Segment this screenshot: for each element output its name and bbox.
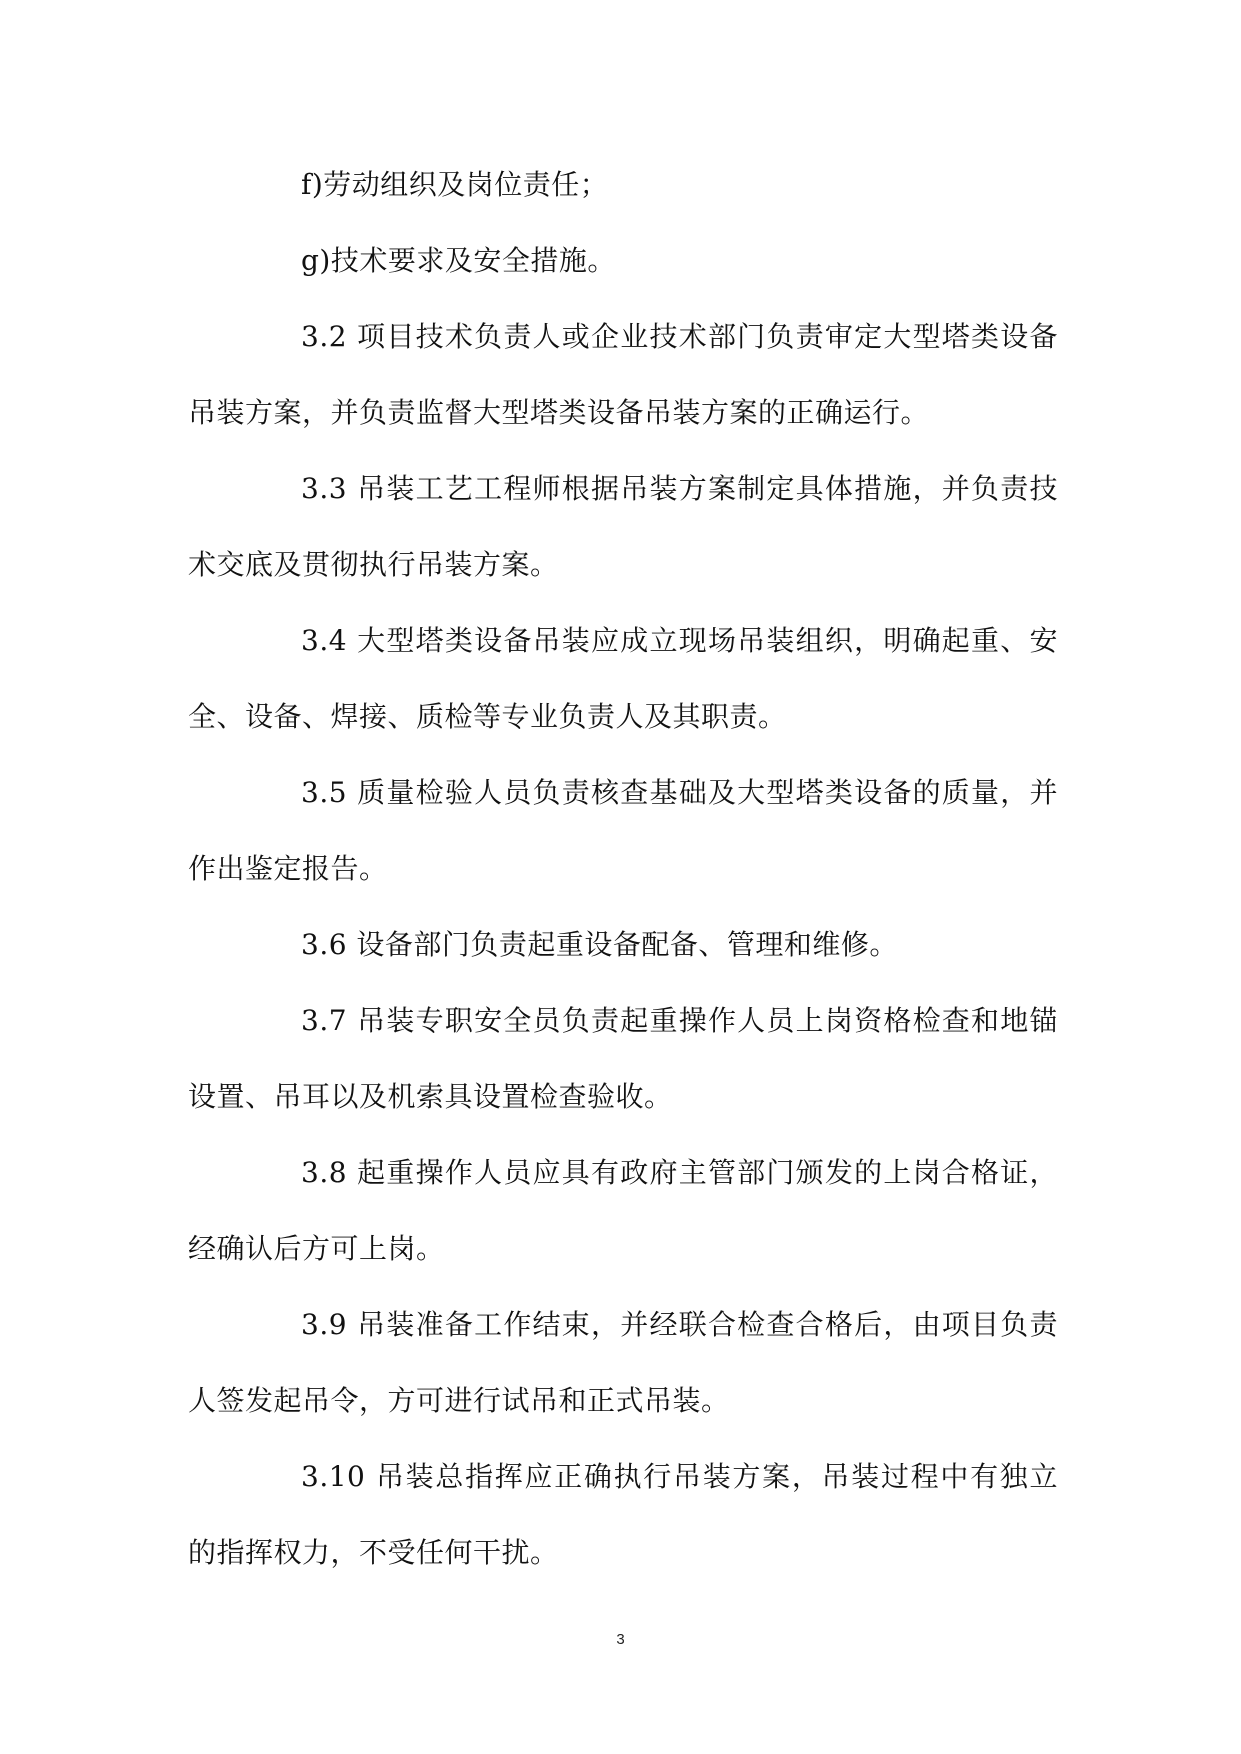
- paragraph-3-5: 3.5 质量检验人员负责核查基础及大型塔类设备的质量，并作出鉴定报告。: [188, 776, 1058, 885]
- paragraph-3-9: 3.9 吊装准备工作结束，并经联合检查合格后，由项目负责人签发起吊令，方可进行试吊和正式吊装。: [188, 1308, 1058, 1417]
- paragraph-3-10: 3.10 吊装总指挥应正确执行吊装方案，吊装过程中有独立的指挥权力，不受任何干扰。: [188, 1460, 1058, 1569]
- document-body: [188, 147, 1058, 1591]
- paragraph-f-labor-organization: f)劳动组织及岗位责任；: [301, 168, 609, 201]
- page-number: 3: [616, 1631, 625, 1648]
- paragraph-3-2: 3.2 项目技术负责人或企业技术部门负责审定大型塔类设备吊装方案，并负责监督大型塔类设备吊装方案的正确运行。: [188, 320, 1058, 429]
- paragraph-3-3: 3.3 吊装工艺工程师根据吊装方案制定具体措施，并负责技术交底及贯彻执行吊装方案。: [188, 472, 1058, 581]
- paragraph-3-4: 3.4 大型塔类设备吊装应成立现场吊装组织，明确起重、安全、设备、焊接、质检等专业负责人及其职责。: [188, 624, 1058, 733]
- paragraph-3-6: 3.6 设备部门负责起重设备配备、管理和维修。: [301, 928, 898, 961]
- paragraph-3-8: 3.8 起重操作人员应具有政府主管部门颁发的上岗合格证，经确认后方可上岗。: [188, 1156, 1058, 1265]
- paragraph-g-technical-safety: g)技术要求及安全措施。: [301, 244, 616, 277]
- paragraph-3-7: 3.7 吊装专职安全员负责起重操作人员上岗资格检查和地锚设置、吊耳以及机索具设置检查验收。: [188, 1004, 1058, 1113]
